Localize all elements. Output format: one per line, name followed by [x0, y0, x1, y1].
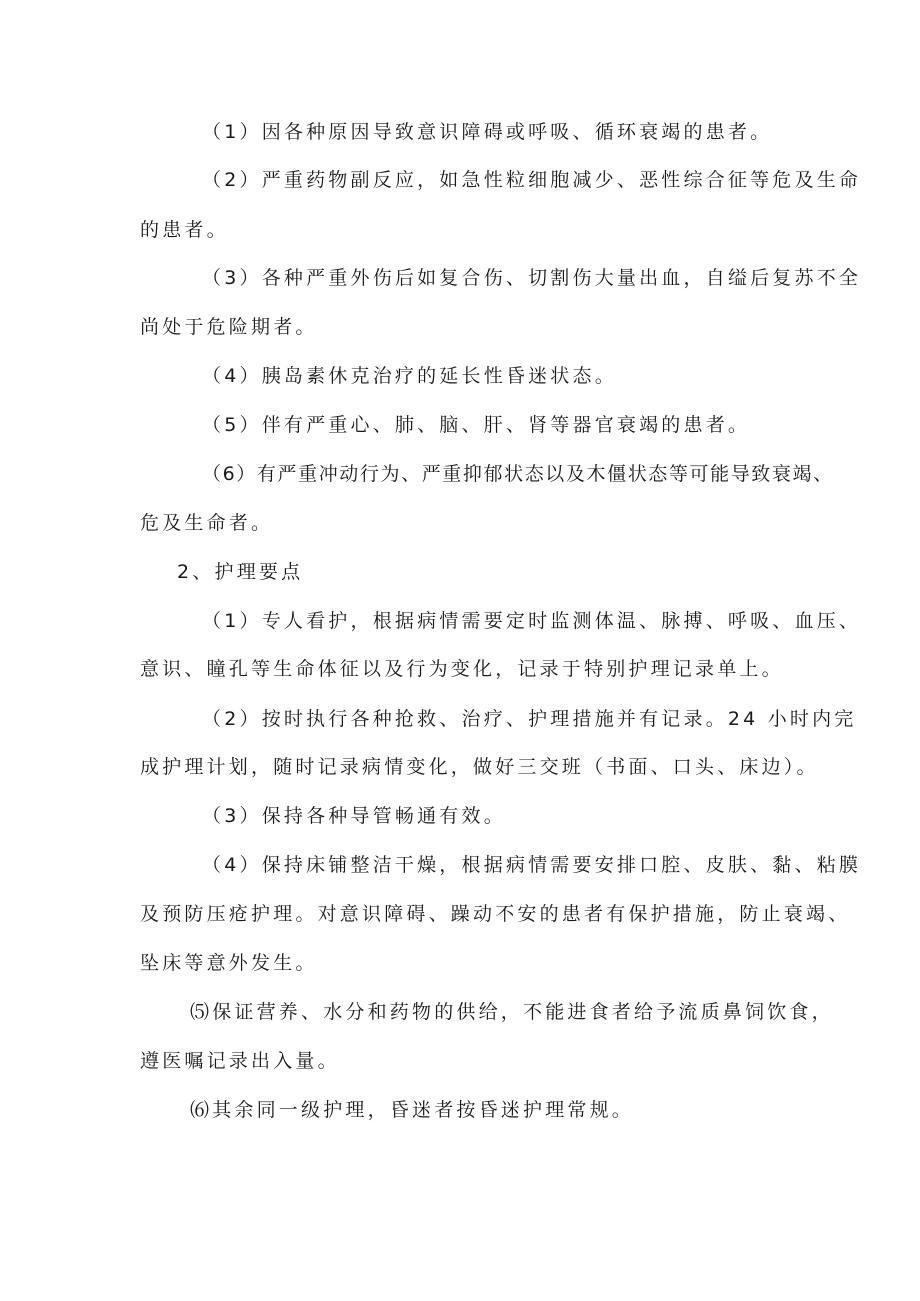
paragraph-line: （6）有严重冲动行为、严重抑郁状态以及木僵状态等可能导致衰竭、 — [202, 463, 834, 485]
paragraph-line: （4）胰岛素休克治疗的延长性昏迷状态。 — [202, 365, 617, 387]
paragraph-line: （3）保持各种导管畅通有效。 — [202, 805, 506, 827]
paragraph-line: ⑹其余同一级护理，昏迷者按昏迷护理常规。 — [190, 1099, 635, 1121]
paragraph-line: 坠床等意外发生。 — [140, 952, 318, 974]
paragraph-line: （2）严重药物副反应，如急性粒细胞减少、恶性综合征等危及生命 — [202, 169, 862, 191]
paragraph-line: 意识、瞳孔等生命体征以及行为变化，记录于特别护理记录单上。 — [140, 658, 784, 680]
paragraph-line: （5）伴有严重心、肺、脑、肝、肾等器官衰竭的患者。 — [202, 414, 751, 436]
paragraph-line: ⑸保证营养、水分和药物的供给，不能进食者给予流质鼻饲饮食， — [190, 1001, 834, 1023]
paragraph-line: （3）各种严重外伤后如复合伤、切割伤大量出血，自缢后复苏不全 — [202, 267, 862, 289]
paragraph-line: 的患者。 — [140, 219, 229, 241]
paragraph-line: （1）因各种原因导致意识障碍或呼吸、循环衰竭的患者。 — [202, 121, 773, 143]
paragraph-line: （1）专人看护，根据病情需要定时监测体温、脉搏、呼吸、血压、 — [202, 610, 862, 632]
section-heading: 2、护理要点 — [177, 561, 304, 583]
paragraph-line: （4）保持床铺整洁干燥，根据病情需要安排口腔、皮肤、黏、粘膜 — [202, 854, 862, 876]
paragraph-line: 危及生命者。 — [140, 512, 274, 534]
paragraph-line: 尚处于危险期者。 — [140, 316, 318, 338]
paragraph-line: 成护理计划，随时记录病情变化，做好三交班（书面、口头、床边）。 — [140, 756, 819, 778]
paragraph-line: 遵医嘱记录出入量。 — [140, 1050, 340, 1072]
paragraph-line: 及预防压疮护理。对意识障碍、躁动不安的患者有保护措施，防止衰竭、 — [140, 903, 851, 925]
paragraph-line: （2）按时执行各种抢救、治疗、护理措施并有记录。24 小时内完 — [202, 708, 857, 730]
